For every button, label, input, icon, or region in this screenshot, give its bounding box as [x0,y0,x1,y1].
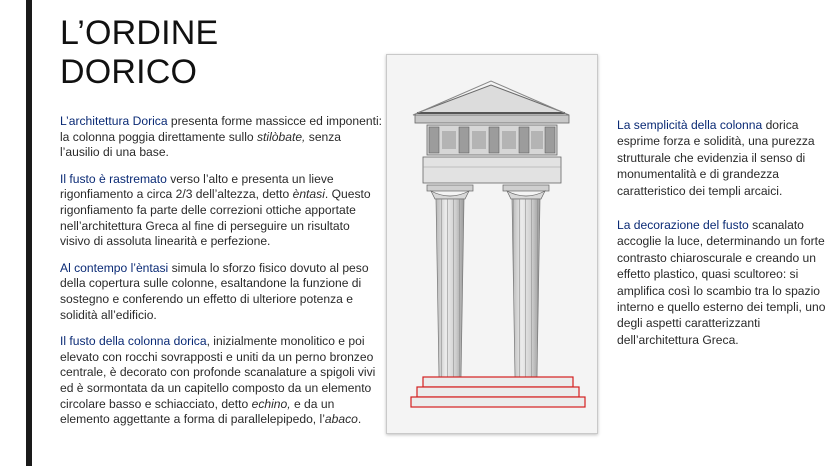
italic-term: echino, [251,396,291,411]
text: , inizialmente monolitico e poi elevato con rocchi sovrapposti e uniti da un perno bronzeo centrale, è decorato con profonde scanalature a spigoli vivi ed è sormontata da un capitello composto da un elemento circolare basso e schiacciato, detto [60,334,376,411]
highlight: Al contempo l’èntasi [60,260,169,275]
text: e da un elemento aggettante a forma di parallelepipedo, l’ [60,396,335,427]
left-text-column [60,114,382,439]
edge-stripe [26,0,32,466]
stylobate-steps [411,377,585,407]
highlight: La semplicità della colonna [617,118,763,132]
paragraph-tapered-shaft [60,172,382,250]
title-line-2: DORICO [60,53,198,91]
text: dorica esprime forza e solidità, una purezza strutturale che evidenzia il senso di monumentalità e di grandezza caratteristico dei templi arcaici. [617,118,815,198]
architrave [423,157,561,183]
text: scanalato accoglie la luce, determinando un forte contrasto chiaroscurale e creando un effetto plastico, quasi scultoreo: si amplifica così lo scambio tra lo spazio interno e quello esterno dei templi, uno degli aspetti caratterizzanti dell’architettura Greca. [617,218,826,347]
highlight: L’architettura Dorica [60,114,168,128]
doric-temple-illustration [387,55,597,433]
text: simula lo sforzo fisico dovuto al peso della copertura sulle colonne, esaltandone la funzione di sostegno e conferendo un effetto di ulteriore potenza e solidità all’edificio. [60,260,369,322]
left-edge-bar [0,0,34,466]
text: senza l’ausilio di una base. [60,129,342,160]
text: presenta forme massicce ed imponenti: la colonna poggia direttamente sullo [60,114,382,144]
highlight: La decorazione del fusto [617,218,749,233]
italic-term: èntasi [292,187,325,202]
highlight: Il fusto della colonna dorica [60,334,207,349]
paragraph-simplicity [617,117,827,199]
italic-term: abaco [324,412,358,427]
paragraph-doric-shaft [60,334,382,428]
paragraph-shaft-decoration [617,217,827,348]
cornice [415,115,569,123]
italic-term: stilòbate, [257,129,306,144]
text: . [357,412,362,427]
text: verso l’alto e presenta un lieve rigonfiamento a circa 2/3 dell’altezza, detto [60,171,334,202]
right-text-column [617,117,827,360]
text: . Questo rigonfiamento fa parte delle correzioni ottiche apportate nell’architettura Greca al fine di perseguire un risultato visivo di assoluta linearità e perfezione. [60,187,371,249]
doric-order-drawing [386,54,598,434]
title-line-1: L’ORDINE [60,14,219,52]
paragraph-entasis [60,261,382,323]
page-title [60,14,218,92]
paragraph-doric-architecture [60,114,382,161]
highlight: Il fusto è rastremato [60,171,167,186]
